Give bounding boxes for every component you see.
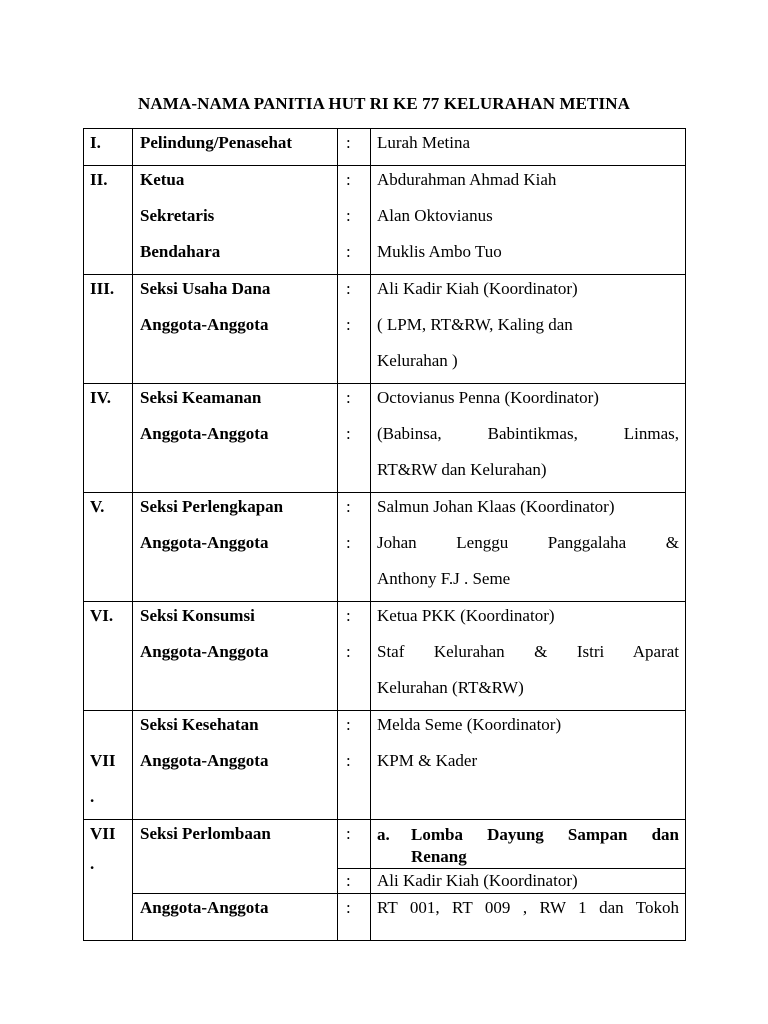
cell-text: Anthony F.J . Seme <box>377 569 511 588</box>
table-row <box>84 894 686 941</box>
cell-text: Salmun Johan Klaas (Koordinator) <box>377 497 615 516</box>
cell-text: Bendahara <box>140 242 221 261</box>
cell-text: Anggota-Anggota <box>140 533 269 552</box>
cell-text: Lurah Metina <box>377 133 470 152</box>
colon-cell <box>338 275 371 384</box>
table-row <box>84 129 686 166</box>
table-row <box>84 384 686 493</box>
cell-text: : <box>346 170 351 189</box>
table-row <box>84 493 686 602</box>
cell-text: IV. <box>90 388 111 407</box>
cell-text: RT 001, RT 009 , RW 1 dan Tokoh <box>377 898 679 917</box>
cell-text: . <box>90 787 95 806</box>
cell-text: Seksi Kesehatan <box>140 715 259 734</box>
cell-text: I. <box>90 133 101 152</box>
section-cell <box>133 602 338 711</box>
cell-text: KPM & Kader <box>377 751 478 770</box>
value-cell <box>371 820 686 869</box>
cell-text: Abdurahman Ahmad Kiah <box>377 170 557 189</box>
section-cell <box>133 820 338 894</box>
cell-text: : <box>346 388 351 407</box>
value-cell <box>371 602 686 711</box>
cell-text: : <box>346 242 351 261</box>
document-title: NAMA-NAMA PANITIA HUT RI KE 77 KELURAHAN METINA <box>138 94 630 113</box>
lomba-item: a. Lomba Dayung Sampan dan Renang <box>377 825 679 866</box>
committee-table <box>83 128 686 941</box>
cell-text: . <box>90 854 95 873</box>
cell-text: Ali Kadir Kiah (Koordinator) <box>377 279 578 298</box>
cell-text: Pelindung/Penasehat <box>140 133 293 152</box>
cell-text: : <box>346 533 351 552</box>
cell-text: : <box>346 206 351 225</box>
cell-text: Anggota-Anggota <box>140 424 269 443</box>
section-cell <box>133 384 338 493</box>
cell-text: Anggota-Anggota <box>140 751 269 770</box>
cell-text: Kelurahan ) <box>377 351 458 370</box>
table-row <box>84 820 686 869</box>
row-number <box>84 275 133 384</box>
cell-text: Ali Kadir Kiah (Koordinator) <box>377 871 578 890</box>
cell-text: ( LPM, RT&RW, Kaling dan <box>377 315 573 334</box>
row-number <box>84 820 133 941</box>
cell-text: Kelurahan (RT&RW) <box>377 678 524 697</box>
cell-text: Anggota-Anggota <box>140 315 269 334</box>
cell-text: Melda Seme (Koordinator) <box>377 715 562 734</box>
cell-text: VII <box>90 751 116 770</box>
value-cell <box>371 129 686 166</box>
cell-text: : <box>346 871 351 890</box>
cell-text: II. <box>90 170 108 189</box>
cell-text: III. <box>90 279 115 298</box>
cell-text: : <box>346 497 351 516</box>
cell-text: Seksi Usaha Dana <box>140 279 271 298</box>
cell-text: : <box>346 824 351 843</box>
colon-cell <box>338 869 371 894</box>
table-row <box>84 166 686 275</box>
cell-text: : <box>346 715 351 734</box>
colon-cell <box>338 711 371 820</box>
cell-text: VII <box>90 824 116 843</box>
row-number <box>84 166 133 275</box>
cell-text: : <box>346 315 351 334</box>
cell-text: Seksi Perlombaan <box>140 824 271 843</box>
cell-text: (Babinsa, Babintikmas, Linmas, <box>377 424 679 443</box>
cell-text: V. <box>90 497 105 516</box>
cell-text: Johan Lenggu Panggalaha & <box>377 533 679 552</box>
row-number <box>84 384 133 493</box>
section-cell <box>133 894 338 941</box>
cell-text: Anggota-Anggota <box>140 642 269 661</box>
value-cell <box>371 894 686 941</box>
row-number <box>84 711 133 820</box>
cell-text: Octovianus Penna (Koordinator) <box>377 388 599 407</box>
colon-cell <box>338 602 371 711</box>
section-cell <box>133 711 338 820</box>
cell-text: Sekretaris <box>140 206 215 225</box>
cell-text: Seksi Keamanan <box>140 388 262 407</box>
cell-text: : <box>346 751 351 770</box>
value-cell <box>371 166 686 275</box>
colon-cell <box>338 894 371 941</box>
cell-text: Muklis Ambo Tuo <box>377 242 502 261</box>
table-row <box>84 275 686 384</box>
cell-text: Alan Oktovianus <box>377 206 493 225</box>
colon-cell <box>338 166 371 275</box>
row-number <box>84 493 133 602</box>
value-cell <box>371 711 686 820</box>
cell-text: Staf Kelurahan & Istri Aparat <box>377 642 679 661</box>
section-cell <box>133 493 338 602</box>
row-number <box>84 602 133 711</box>
cell-text: RT&RW dan Kelurahan) <box>377 460 547 479</box>
cell-text: : <box>346 279 351 298</box>
table-row <box>84 711 686 820</box>
colon-cell <box>338 493 371 602</box>
cell-text: VI. <box>90 606 114 625</box>
cell-text <box>90 711 132 747</box>
cell-text: : <box>346 133 351 152</box>
cell-text: Ketua PKK (Koordinator) <box>377 606 555 625</box>
section-cell <box>133 129 338 166</box>
cell-text: Seksi Perlengkapan <box>140 497 284 516</box>
row-number <box>84 129 133 166</box>
cell-text: Anggota-Anggota <box>140 898 269 917</box>
value-cell <box>371 275 686 384</box>
cell-text: : <box>346 424 351 443</box>
cell-text: Ketua <box>140 170 185 189</box>
section-cell <box>133 275 338 384</box>
cell-text: Seksi Konsumsi <box>140 606 255 625</box>
value-cell <box>371 869 686 894</box>
cell-text: : <box>346 642 351 661</box>
table-row <box>84 602 686 711</box>
colon-cell <box>338 820 371 869</box>
colon-cell <box>338 129 371 166</box>
cell-text: : <box>346 606 351 625</box>
section-cell <box>133 166 338 275</box>
value-cell <box>371 493 686 602</box>
colon-cell <box>338 384 371 493</box>
cell-text: : <box>346 898 351 917</box>
value-cell <box>371 384 686 493</box>
